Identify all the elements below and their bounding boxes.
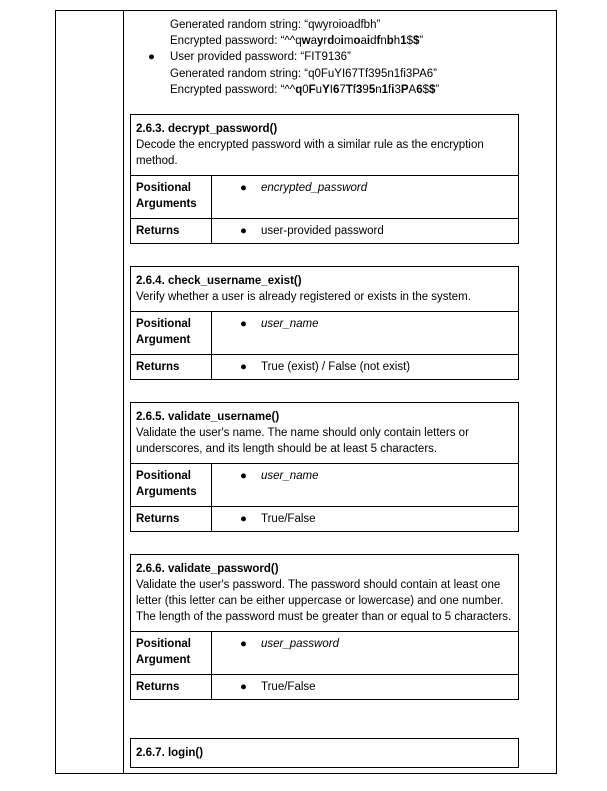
arg-value: user_name [261,470,319,482]
section-login [130,738,519,768]
section-description: Validate the user's name. The name should only contain letters or underscores, and its length should be at least 5 characters. [136,427,469,455]
bullet-dot: ● [148,51,155,64]
bullet-dot: ● [240,513,247,525]
arg-value: user_password [261,638,339,650]
arg-value-cell [212,632,519,675]
returns-value-cell [212,507,519,532]
left-column-divider [123,10,124,774]
arg-label: Positional Arguments [131,176,212,219]
section-title: 2.6.4. check_username_exist() [136,275,302,287]
section-header [131,739,519,768]
section-check-username-exist [130,266,519,380]
generated-string-line: Generated random string: “qwyroioadfbh” [170,19,381,31]
returns-label: Returns [131,507,212,532]
returns-value: user-provided password [261,225,384,237]
section-header [131,403,519,464]
section-description: Decode the encrypted password with a similar rule as the encryption method. [136,139,484,167]
bullet-dot: ● [240,681,247,693]
section-header [131,267,519,312]
section-title: 2.6.5. validate_username() [136,411,280,423]
section-description: Verify whether a user is already registered or exists in the system. [136,291,471,303]
encrypted-password-line-2: Encrypted password: “^^q0FuYI67Tf395n1fi3PA6$$” [170,83,440,96]
returns-value-cell [212,219,519,244]
bullet-dot: ● [240,182,247,194]
arg-label: Positional Argument [131,632,212,675]
section-title: 2.6.7. login() [136,747,204,759]
section-validate-password [130,554,519,700]
returns-label: Returns [131,355,212,380]
encryption-example [148,17,439,98]
section-title: 2.6.6. validate_password() [136,563,279,575]
section-header [131,115,519,176]
returns-value: True (exist) / False (not exist) [261,361,411,373]
section-title: 2.6.3. decrypt_password() [136,123,278,135]
user-password-text: User provided password: “FIT9136” [170,51,351,64]
arg-value-cell [212,464,519,507]
arg-label: Positional Argument [131,312,212,355]
bullet-dot: ● [240,361,247,373]
returns-value-cell [212,675,519,700]
bullet-dot: ● [240,470,247,482]
encrypted-password-line: Encrypted password: “^^qwayrdoimoaidfnbh1$$” [170,35,424,48]
generated-string-line-2: Generated random string: “q0FuYI67Tf395n1fi3PA6” [170,67,437,80]
bullet-dot: ● [240,638,247,650]
returns-value: True/False [261,681,316,693]
returns-label: Returns [131,675,212,700]
arg-label: Positional Arguments [131,464,212,507]
arg-value-cell [212,312,519,355]
returns-label: Returns [131,219,212,244]
section-header [131,555,519,632]
bullet-dot: ● [240,225,247,237]
arg-value: encrypted_password [261,182,368,194]
arg-value: user_name [261,318,319,330]
arg-value-cell [212,176,519,219]
section-description: Validate the user's password. The password should contain at least one letter (this letter can be either uppercase or lowercase) and one number. The length of the password must be greater than or equal to 5 characters. [136,579,512,623]
section-validate-username [130,402,519,532]
bullet-dot: ● [240,318,247,330]
returns-value: True/False [261,513,316,525]
returns-value-cell [212,355,519,380]
user-password-bullet [148,49,439,65]
section-decrypt-password [130,114,519,244]
